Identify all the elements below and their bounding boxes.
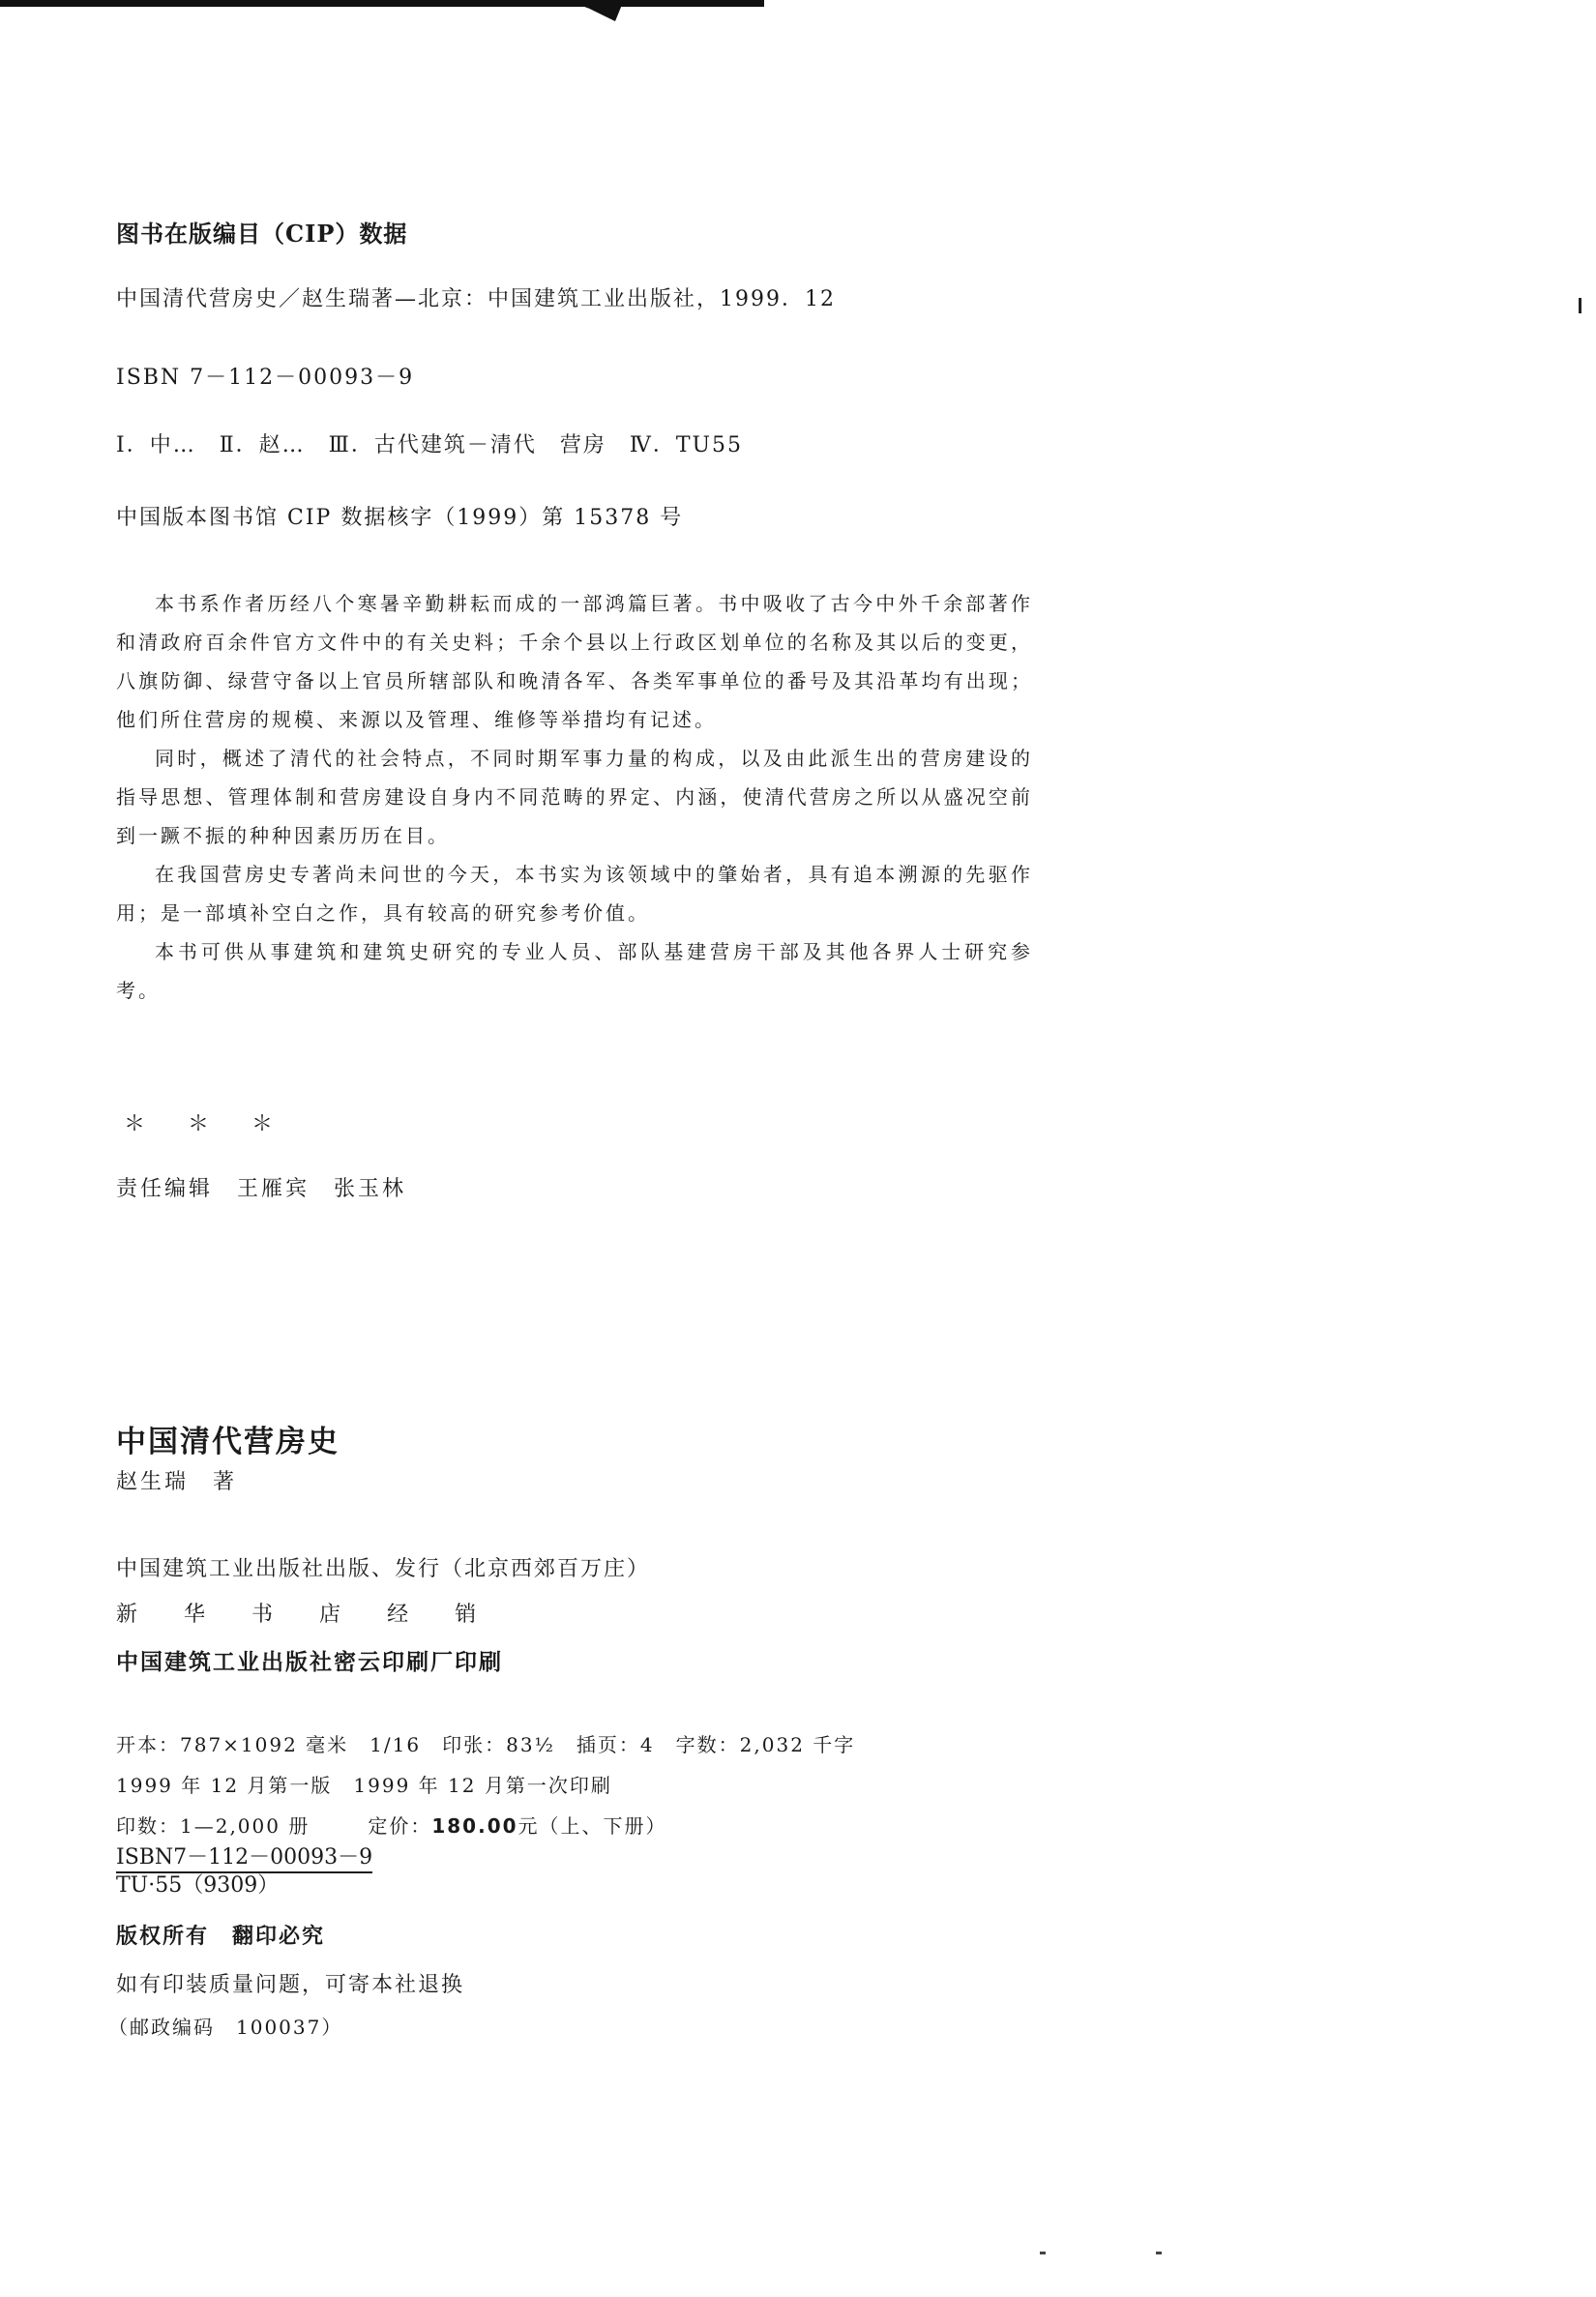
book-title: 中国清代营房史 — [116, 1425, 340, 1459]
distributor-char: 经 — [387, 1603, 409, 1627]
section-separator: ＊ ＊ ＊ — [124, 1112, 274, 1136]
scan-speck — [1040, 2252, 1046, 2254]
print-run: 印数：1—2,000 册 — [116, 1814, 310, 1838]
distributor-char: 书 — [251, 1603, 274, 1627]
postal-code: （邮政编码 100037） — [108, 2016, 343, 2039]
cip-subject-line: Ⅰ．中… Ⅱ．赵… Ⅲ．古代建筑－清代 营房 Ⅳ．TU55 — [116, 433, 744, 457]
price-suffix: 元（上、下册） — [517, 1814, 667, 1838]
distributor-char: 销 — [455, 1603, 477, 1627]
scan-top-rule — [0, 0, 764, 7]
format-line: 开本：787×1092 毫米 1/16 印张：83½ 插页：4 字数：2,032 千字 — [116, 1733, 856, 1756]
printer-line: 中国建筑工业出版社密云印刷厂印刷 — [116, 1650, 503, 1675]
cip-heading: 图书在版编目（CIP）数据 — [116, 220, 408, 248]
cip-isbn-line: ISBN 7－112－00093－9 — [116, 366, 415, 390]
isbn-block — [116, 1845, 372, 1899]
summary-paragraph: 本书可供从事建筑和建筑史研究的专业人员、部队基建营房干部及其他各界人士研究参考。 — [116, 940, 1033, 1002]
price-value: 180.00 — [431, 1814, 518, 1838]
distributor-line — [116, 1598, 522, 1628]
responsible-editors: 责任编辑 王雁宾 张玉林 — [116, 1177, 407, 1201]
book-author: 赵生瑞 著 — [116, 1470, 238, 1494]
scan-edge-mark — [1579, 298, 1581, 313]
summary-paragraph: 本书系作者历经八个寒暑辛勤耕耘而成的一部鸿篇巨著。书中吸收了古今中外千余部著作和清政府百余件官方文件中的有关史料；千余个县以上行政区划单位的名称及其以后的变更，八旗防御、绿营守备以上官员所辖部队和晚清各军、各类军事单位的番号及其沿革均有出现；他们所住营房的规模、来源以及管理、维修等举措均有记述。 — [116, 592, 1033, 731]
rights-notice: 版权所有 翻印必究 — [116, 1925, 326, 1949]
price-label: 定价： — [368, 1814, 432, 1838]
edition-line: 1999 年 12 月第一版 1999 年 12 月第一次印刷 — [116, 1774, 612, 1797]
summary-paragraph: 在我国营房史专著尚未问世的今天，本书实为该领域中的肇始者，具有追本溯源的先驱作用；是一部填补空白之作，具有较高的研究参考价值。 — [116, 863, 1033, 925]
return-notice: 如有印装质量问题，可寄本社退换 — [116, 1973, 465, 1997]
summary-paragraph: 同时，概述了清代的社会特点，不同时期军事力量的构成，以及由此派生出的营房建设的指导思想、管理体制和营房建设自身内不同范畴的界定、内涵，使清代营房之所以从盛况空前到一蹶不振的种种因素历历在目。 — [116, 747, 1033, 847]
scan-speck — [1156, 2252, 1162, 2254]
distributor-char: 店 — [319, 1603, 341, 1627]
cip-verification-line: 中国版本图书馆 CIP 数据核字（1999）第 15378 号 — [116, 506, 684, 530]
cip-catalog-line: 中国清代营房史／赵生瑞著—北京：中国建筑工业出版社，1999．12 — [116, 287, 836, 311]
scan-top-blot — [566, 0, 624, 21]
book-summary — [116, 584, 1033, 1010]
isbn-number: ISBN7－112－00093－9 — [116, 1845, 372, 1873]
distributor-char: 华 — [184, 1603, 206, 1627]
classification-number: TU·55（9309） — [116, 1873, 280, 1898]
print-price-line — [116, 1811, 667, 1839]
distributor-char: 新 — [116, 1603, 138, 1627]
publisher-line: 中国建筑工业出版社出版、发行（北京西郊百万庄） — [116, 1557, 651, 1581]
